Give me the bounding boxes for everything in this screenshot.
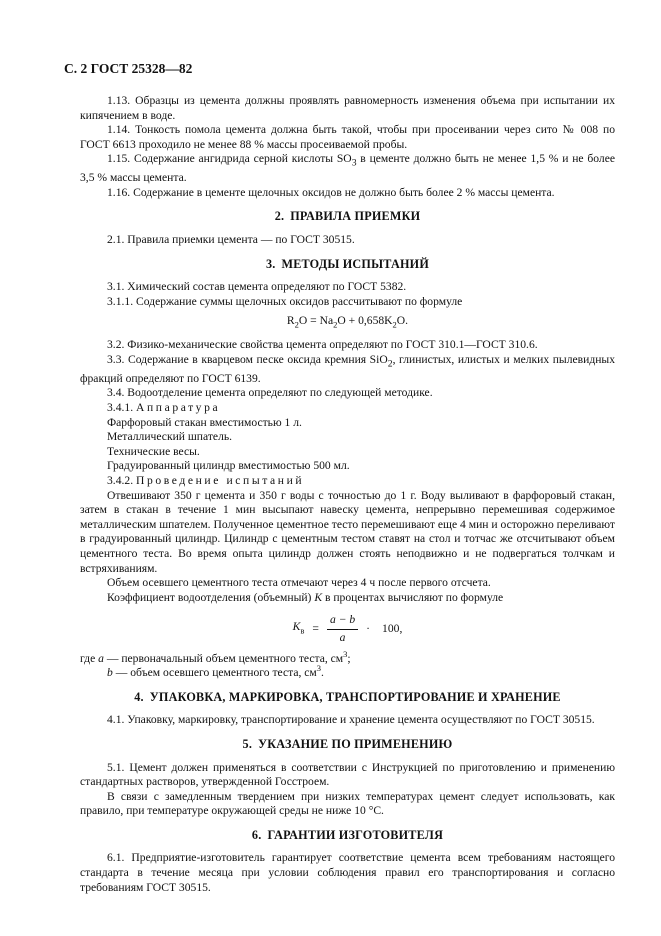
clause-4-1: 4.1. Упаковку, маркировку, транспортирование и хранение цемента осуществляют по ГОСТ 30515. [107,713,595,727]
legend-b: b — объем осевшего цементного теста, $см^3$. [107,663,324,680]
formula-equals: = [312,622,319,636]
clause-6-1: 6.1. Предприятие-изготовитель гарантирует соответствие цемента всем требованиям настоящего стандарта в течение месяца при условии соблюдения правил его транспортирования и согласно требованиям ГОСТ 30515. [80,851,615,894]
clause-3-4-1: 3.4.1. Аппаратура [107,401,221,415]
page-header: С. 2 ГОСТ 25328—82 [64,61,193,76]
clause-3-4: 3.4. Водоотделение цемента определяют по следующей методике. [107,386,433,400]
fraction-denominator: a [339,630,346,644]
apparatus-item: Технические весы. [107,444,200,458]
clause-1-15: 1.15. Содержание ангидрида серной кислоты $SO_3$ в цементе должно быть не менее 1,5 % и не более 3,5 % массы цемента. [80,152,615,185]
clause-3-1: 3.1. Химический состав цемента определяют по ГОСТ 5382. [107,280,407,294]
clause-5-1-note: В связи с замедленным твердением при низких температурах цемент следует использовать, как правило, при температуре окружающей среды не ниже 10 °С. [80,789,615,818]
section-3-heading: 3. МЕТОДЫ ИСПЫТАНИЙ [265,256,430,271]
formula-fraction [327,613,358,645]
formula-factor: 100, [382,622,403,636]
clause-1-13: 1.13. Образцы из цемента должны проявлять равномерность изменения объема при испытании их кипячением в воде. [80,94,615,122]
document-body [80,94,615,895]
clause-5-1: 5.1. Цемент должен применяться в соответствии с Инструкцией по приготовлению и применению стандартных растворов, утвержденной Госстроем. [80,760,615,789]
section-5-heading: 5. УКАЗАНИЕ ПО ПРИМЕНЕНИЮ [242,736,453,751]
clause-1-14: 1.14. Тонкость помола цемента должна быть такой, чтобы при просеивании через сито № 008 по ГОСТ 6613 проходило не менее 88 % массы просеиваемой пробы. [80,123,615,151]
clause-3-1-1: 3.1.1. Содержание суммы щелочных оксидов рассчитывают по формуле [107,294,463,308]
legend-a: где a — первоначальный объем цементного теста, $см^3$; [80,648,351,665]
formula-multiply: · [366,622,371,636]
apparatus-item: Фарфоровый стакан вместимостью 1 л. [107,415,302,429]
clause-3-4-2: 3.4.2. Проведение испытаний [107,474,305,487]
alkali-oxides-formula: $R_2O = Na_2O + 0,658K_2O$. [286,314,409,330]
settled-volume-text: Объем осевшего цементного теста отмечают через 4 ч после первого отсчета. [107,576,491,590]
water-separation-formula [80,613,615,645]
coefficient-text: Коэффициент водоотделения (объемный) K в процентах вычисляют по формуле [107,590,504,604]
clause-2-1: 2.1. Правила приемки цемента — по ГОСТ 30515. [107,233,355,247]
section-2-heading: 2. ПРАВИЛА ПРИЕМКИ [274,209,421,224]
clause-3-2: 3.2. Физико-механические свойства цемента определяют по ГОСТ 310.1—ГОСТ 310.6. [107,338,538,352]
section-4-heading: 4. УПАКОВКА, МАРКИРОВКА, ТРАНСПОРТИРОВАНИЕ И ХРАНЕНИЕ [134,689,561,704]
clause-1-16: 1.16. Содержание в цементе щелочных оксидов не должно быть более 2 % массы цемента. [107,185,555,199]
formula-lhs: $K_в$ [292,620,305,636]
apparatus-item: Градуированный цилиндр вместимостью 500 мл. [107,459,350,473]
procedure-text: Отвешивают 350 г цемента и 350 г воды с точностью до 1 г. Воду выливают в фарфоровый стакан, затем в стакан в течение 1 мин высыпают навеску цемента, непрерывно перемешивая содержимое металлическим шпателем. Полученное цементное тесто перемешивают еще 4 мин и осторожно переливают в градуированный цилиндр. Цилиндр с цементным тестом ставят на стол и тотчас же отсчитывают объем цементного теста. Во время опыта цилиндр должен стоять неподвижно и не подвергаться толчкам и встряхиваниям. [80,488,615,575]
fraction-numerator: a − b [327,613,358,630]
clause-3-3: 3.3. Содержание в кварцевом песке оксида кремния SiO$_2$, глинистых, илистых и мелких пылевидных фракций определяют по ГОСТ 6139. [80,352,616,385]
apparatus-item: Металлический шпатель. [107,430,233,444]
section-6-heading: 6. ГАРАНТИИ ИЗГОТОВИТЕЛЯ [251,827,444,842]
